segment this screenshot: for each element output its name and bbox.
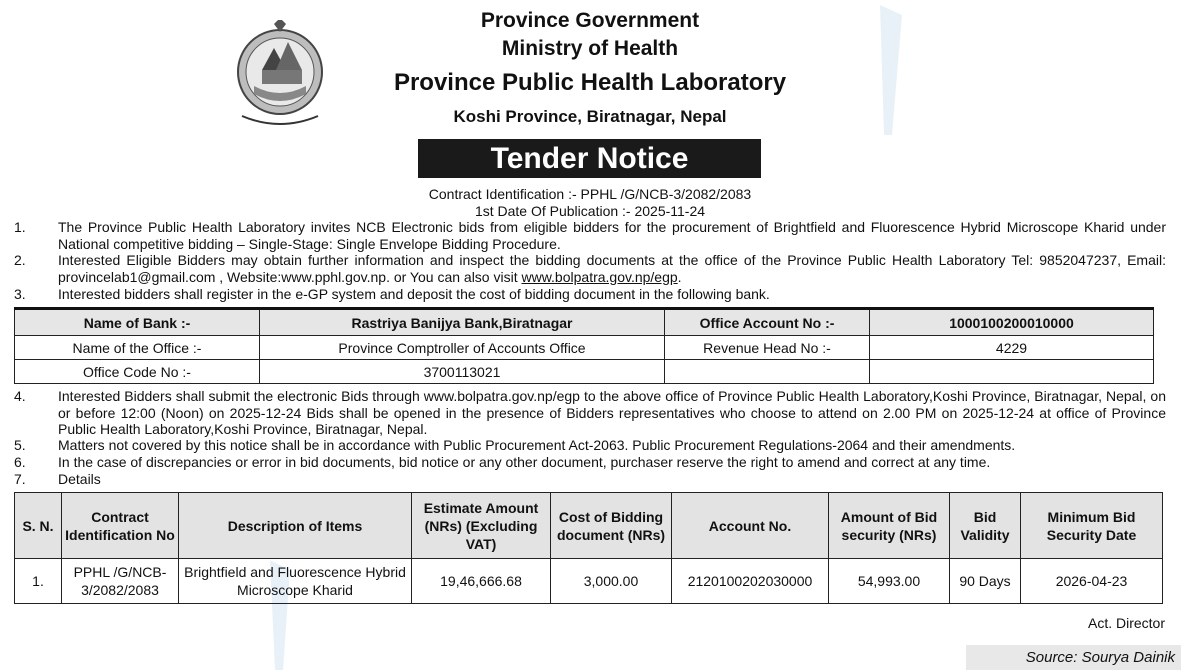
table-cell: Revenue Head No :-	[665, 336, 870, 360]
column-header: Bid Validity	[950, 493, 1021, 559]
table-cell: 2120100202030000	[672, 559, 829, 604]
table-cell: Rastriya Banijya Bank,Biratnagar	[260, 309, 665, 336]
table-cell	[665, 360, 870, 384]
table-row	[15, 360, 1154, 384]
table-cell: Brightfield and Fluorescence Hybrid Microscope Kharid	[179, 559, 412, 604]
publication-date: 1st Date Of Publication :- 2025-11-24	[474, 203, 706, 219]
signature-title: Act. Director	[1087, 615, 1165, 631]
table-cell: Office Account No :-	[665, 309, 870, 336]
item-text: Interested Eligible Bidders may obtain further information and inspect the bidding documents at the office of the Province Public Health Laboratory Tel: 9852047237, Email: provincelab1@gmail.com , Website:www.pphl.gov.np. or You can also visit www.bolpatra.gov.np/egp.	[58, 252, 1166, 285]
table-cell: 1.	[15, 559, 62, 604]
tender-details-table	[14, 492, 1163, 604]
table-cell: 90 Days	[950, 559, 1021, 604]
header-location: Koshi Province, Biratnagar, Nepal	[453, 107, 727, 126]
source-credit: Source: Sourya Dainik	[966, 645, 1181, 670]
nepal-emblem-icon	[232, 20, 328, 132]
table-cell: 54,993.00	[829, 559, 950, 604]
item-number: 5.	[14, 437, 26, 453]
bank-details-table	[14, 307, 1154, 384]
column-header: Contract Identification No	[62, 493, 179, 559]
table-cell: Name of the Office :-	[15, 336, 260, 360]
item-number: 7.	[14, 471, 26, 487]
table-cell: Province Comptroller of Accounts Office	[260, 336, 665, 360]
table-cell	[870, 360, 1154, 384]
item-number: 4.	[14, 388, 26, 404]
item-text: The Province Public Health Laboratory invites NCB Electronic bids from eligible bidders for the procurement of Brightfield and Fluorescence Hybrid Microscope Kharid under National competitive bidding – Single-Stage: Single Envelope Bidding Procedure.	[58, 219, 1166, 252]
table-cell: PPHL /G/NCB-3/2082/2083	[62, 559, 179, 604]
item-text: Interested bidders shall register in the e-GP system and deposit the cost of bidding document in the following bank.	[58, 286, 770, 302]
contract-identification: Contract Identification :- PPHL /G/NCB-3/2082/2083	[428, 186, 752, 202]
table-row	[15, 309, 1154, 336]
column-header: Minimum Bid Security Date	[1021, 493, 1163, 559]
item-number: 3.	[14, 286, 26, 302]
column-header: S. N.	[15, 493, 62, 559]
table-cell: Office Code No :-	[15, 360, 260, 384]
table-row	[15, 559, 1163, 604]
table-cell: 2026-04-23	[1021, 559, 1163, 604]
table-cell: 1000100200010000	[870, 309, 1154, 336]
item-text: Interested Bidders shall submit the electronic Bids through www.bolpatra.gov.np/egp to the above office of Province Public Health Laboratory,Koshi Province, Biratnagar, Nepal, on or before 12:00 (Noon) on 2025-12-24 Bids shall be opened in the presence of Bidders representatives who choose to attend on 2.00 PM on 2025-12-24 at office of Province Public Health Laboratory,Koshi Province, Biratnagar, Nepal.	[58, 388, 1166, 437]
table-header-row	[15, 493, 1163, 559]
column-header: Cost of Bidding document (NRs)	[551, 493, 672, 559]
table-cell: 3700113021	[260, 360, 665, 384]
item-text: Matters not covered by this notice shall be in accordance with Public Procurement Act-2063. Public Procurement Regulations-2064 and their amendments.	[58, 437, 1016, 453]
item-number: 2.	[14, 252, 26, 268]
table-cell: 19,46,666.68	[412, 559, 551, 604]
column-header: Description of Items	[179, 493, 412, 559]
column-header: Amount of Bid security (NRs)	[829, 493, 950, 559]
item-number: 6.	[14, 454, 26, 470]
header-ministry: Ministry of Health	[501, 37, 679, 60]
item-text: In the case of discrepancies or error in bid documents, bid notice or any other document, purchaser reserve the right to amend and correct at any time.	[58, 454, 991, 470]
item-text: Details	[58, 471, 101, 487]
table-cell: 4229	[870, 336, 1154, 360]
header-laboratory: Province Public Health Laboratory	[393, 69, 787, 96]
watermark-arrow-icon	[870, 5, 910, 135]
table-row	[15, 336, 1154, 360]
item-number: 1.	[14, 219, 26, 235]
header-province-government: Province Government	[480, 9, 700, 32]
column-header: Account No.	[672, 493, 829, 559]
bolpatra-link[interactable]: www.bolpatra.gov.np/egp	[521, 268, 678, 285]
table-cell: Name of Bank :-	[15, 309, 260, 336]
tender-notice-title: Tender Notice	[418, 139, 761, 178]
column-header: Estimate Amount (NRs) (Excluding VAT)	[412, 493, 551, 559]
table-cell: 3,000.00	[551, 559, 672, 604]
